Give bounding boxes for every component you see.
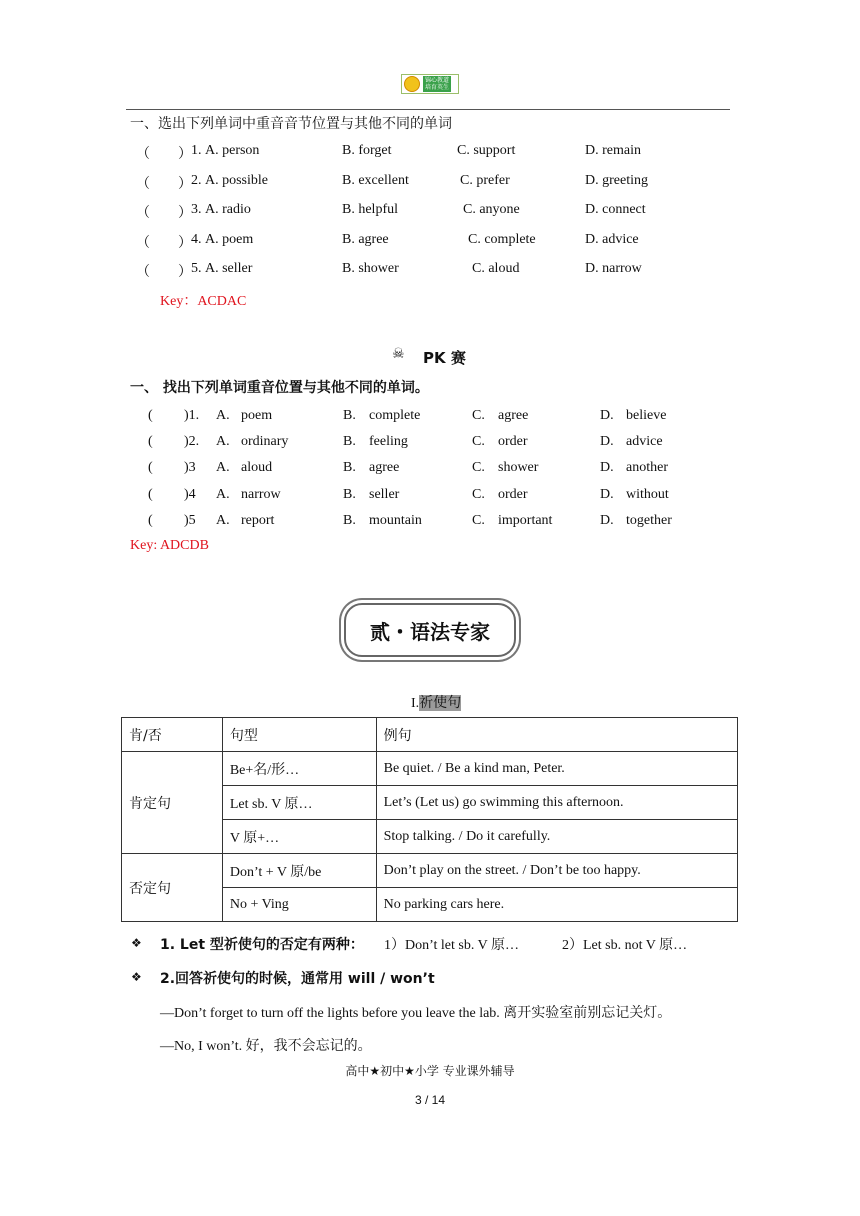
pk-d-letter: D. [600,460,614,476]
option-d: D. remain [585,143,641,158]
pk-a: report [241,512,275,528]
pk-a-letter: A. [216,512,230,528]
option-d: D. connect [585,202,646,217]
pk-b-letter: B. [343,512,356,528]
pk-b: mountain [369,512,422,528]
answer-blank[interactable]: （ ） [136,264,192,280]
option-b: B. shower [342,261,399,276]
pk-d: without [626,486,669,502]
pk-d-letter: D. [600,512,614,528]
option-a: A. person [205,143,260,158]
logo-line1: 锦心教道 [425,77,450,84]
imperative-heading-prefix: I. [411,696,420,711]
pk-d-letter: D. [600,486,614,502]
pk-b-letter: B. [343,486,356,502]
note1-option1: 1）Don’t let sb. V 原… [384,938,519,953]
pk-b: agree [369,460,400,476]
pk-d: believe [626,408,667,423]
section-banner [336,595,524,665]
pk-c-letter: C. [472,460,485,476]
example-cell: Let’s (Let us) go swimming this afternoon. [376,786,737,820]
option-d: D. greeting [585,172,648,188]
answer-blank[interactable]: （ ） [136,175,192,192]
pk-d-letter: D. [600,408,614,423]
pk-a-letter: A. [216,408,230,423]
section1-key: Key：ACDAC [160,294,247,309]
option-c: C. aloud [472,261,520,276]
pk-b: complete [369,408,421,423]
pk-num: )1. [184,408,200,423]
pk-d: another [626,460,668,476]
brand-logo [401,74,459,94]
answer-blank[interactable]: ( [148,460,153,476]
pk-d: together [626,512,672,528]
pk-heading: PK 赛 [423,349,466,367]
option-a: A. possible [205,172,268,188]
option-c: C. complete [468,231,536,247]
table-header-row [122,718,738,752]
section1-title: 一、选出下列单词中重音音节位置与其他不同的单词 [130,116,452,132]
note1-diamond-icon: ❖ [131,936,142,950]
option-num: 4. [191,231,202,247]
answer-blank[interactable]: （ ） [136,205,192,221]
pk-c-letter: C. [472,434,485,450]
banner-title: 贰・语法专家 [370,620,490,644]
imperative-heading [411,692,461,712]
option-d: D. advice [585,231,639,247]
footer-slogan: 高中★初中★小学 专业课外辅导 [345,1064,515,1078]
pk-c-letter: C. [472,512,485,528]
imperative-heading-text: 祈使句 [419,695,462,711]
pk-b-letter: B. [343,434,356,450]
pk-d: advice [626,434,663,450]
brand-emblem-icon [404,76,420,92]
pk-a-letter: A. [216,486,230,502]
option-num: 1. [191,143,202,158]
pk-a: aloud [241,460,273,476]
pk-d-letter: D. [600,434,614,450]
dialog-line-2: —No, I won’t. 好，我不会忘记的。 [160,1039,372,1054]
pk-b: feeling [369,434,408,450]
pk-a: ordinary [241,434,289,450]
table-row [122,752,738,786]
pk-c: order [498,486,528,502]
answer-blank[interactable]: ( [148,408,153,423]
option-c: C. prefer [460,172,510,188]
option-b: B. helpful [342,202,398,217]
table-row [122,854,738,888]
note1-text: 1. Let 型祈使句的否定有两种： [160,937,364,953]
pattern-cell: Be+名/形… [222,752,376,786]
pattern-cell: Let sb. V 原… [222,786,376,820]
option-c: C. anyone [463,202,520,217]
pk-b-letter: B. [343,408,356,423]
pk-a-letter: A. [216,434,230,450]
pk-title: 一、 找出下列单词重音位置与其他不同的单词。 [130,380,429,396]
option-c: C. support [457,143,516,158]
positive-label: 肯定句 [122,752,223,854]
example-cell: Don’t play on the street. / Don’t be too happy. [376,854,737,888]
note2-text: 2.回答祈使句的时候，通常用 will / won’t [160,971,435,987]
pattern-cell: No + Ving [222,888,376,922]
note2-diamond-icon: ❖ [131,970,142,984]
dialog-line-1: —Don’t forget to turn off the lights before you leave the lab. 离开实验室前别忘记关灯。 [160,1006,672,1021]
pk-c-letter: C. [472,408,485,423]
option-a: A. poem [205,231,254,247]
table-header-cell: 肯/否 [122,718,223,752]
answer-blank[interactable]: （ ） [136,234,192,251]
option-b: B. excellent [342,172,409,188]
page-number: 3 / 14 [414,1093,446,1107]
answer-blank[interactable]: ( [148,434,153,450]
pk-c: important [498,512,553,528]
option-d: D. narrow [585,261,642,276]
pk-a-letter: A. [216,460,230,476]
pk-num: )3 [184,460,196,476]
header-divider [126,109,730,110]
pk-a: narrow [241,486,281,502]
answer-blank[interactable]: ( [148,512,153,528]
grammar-table [121,717,738,922]
pattern-cell: Don’t + V 原/be [222,854,376,888]
pk-key: Key: ADCDB [130,538,209,553]
option-a: A. seller [205,261,253,276]
pk-c: shower [498,460,539,476]
table-header-cell: 句型 [222,718,376,752]
pk-b-letter: B. [343,460,356,476]
option-num: 3. [191,202,202,217]
example-cell: No parking cars here. [376,888,737,922]
pk-b: seller [369,486,400,502]
option-b: B. agree [342,231,389,247]
note1-option2: 2）Let sb. not V 原… [562,938,688,953]
example-cell: Be quiet. / Be a kind man, Peter. [376,752,737,786]
pk-a: poem [241,408,273,423]
logo-line2: 培育英生 [425,84,450,91]
negative-label: 否定句 [122,854,223,922]
pk-icon: ☠ [392,346,405,362]
option-a: A. radio [205,202,251,217]
example-cell: Stop talking. / Do it carefully. [376,820,737,854]
pk-c: agree [498,408,529,423]
option-b: B. forget [342,143,392,158]
pattern-cell: V 原+… [222,820,376,854]
pk-num: )4 [184,486,196,502]
answer-blank[interactable]: （ ） [136,146,192,162]
pk-num: )2. [184,434,200,450]
pk-num: )5 [184,512,196,528]
option-num: 5. [191,261,202,276]
answer-blank[interactable]: ( [148,486,153,502]
pk-c-letter: C. [472,486,485,502]
pk-c: order [498,434,528,450]
table-header-cell: 例句 [376,718,737,752]
option-num: 2. [191,172,202,188]
